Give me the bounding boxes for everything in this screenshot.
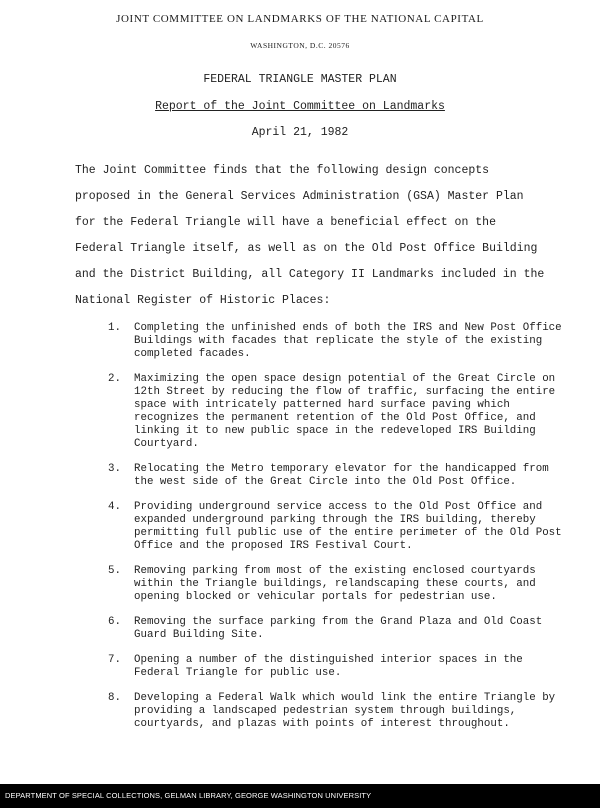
list-item-text: Providing underground service access to the Old Post Office and expanded underground parking through the IRS building, thereby permitting full public use of the entire perimeter of the Old Post Office and the proposed IRS Festival Court. bbox=[134, 501, 562, 552]
list-item-number: 1. bbox=[108, 322, 121, 334]
intro-paragraph: The Joint Committee finds that the following design concepts proposed in the General Services Administration (GSA) Master Plan for the Federal Triangle will have a beneficial effect on the Federal Triangle itself, as well as on the Old Post Office Building and the District Building, all Category II Landmarks included in the National Register of Historic Places: bbox=[75, 164, 545, 307]
list-item bbox=[108, 692, 568, 731]
document-subtitle: Report of the Joint Committee on Landmarks bbox=[155, 100, 445, 113]
list-item bbox=[108, 322, 568, 361]
letterhead-organization: JOINT COMMITTEE ON LANDMARKS OF THE NATIONAL CAPITAL bbox=[116, 13, 484, 25]
list-item-number: 3. bbox=[108, 463, 121, 475]
list-item-number: 2. bbox=[108, 373, 121, 385]
design-concepts-list bbox=[108, 322, 568, 731]
list-item-text: Developing a Federal Walk which would link the entire Triangle by providing a landscaped pedestrian system through buildings, courtyards, and plazas with points of interest throughout. bbox=[134, 692, 556, 730]
list-item-number: 6. bbox=[108, 616, 121, 628]
list-item-number: 7. bbox=[108, 654, 121, 666]
list-item-number: 4. bbox=[108, 501, 121, 513]
list-item-number: 8. bbox=[108, 692, 121, 704]
document-title: FEDERAL TRIANGLE MASTER PLAN bbox=[203, 73, 397, 86]
list-item bbox=[108, 463, 568, 489]
list-item-text: Opening a number of the distinguished interior spaces in the Federal Triangle for public use. bbox=[134, 654, 523, 679]
list-item-text: Maximizing the open space design potential of the Great Circle on 12th Street by reducing the flow of traffic, surfacing the entire space with intricately patterned hard surface paving which recognizes the permanent retention of the Old Post Office, and linking it to new public space in the redeveloped IRS Building Courtyard. bbox=[134, 373, 556, 450]
list-item-number: 5. bbox=[108, 565, 121, 577]
list-item bbox=[108, 373, 568, 451]
list-item bbox=[108, 565, 568, 604]
list-item bbox=[108, 616, 568, 642]
document-date: April 21, 1982 bbox=[251, 126, 349, 139]
archive-footer: DEPARTMENT OF SPECIAL COLLECTIONS, GELMAN LIBRARY, GEORGE WASHINGTON UNIVERSITY bbox=[0, 784, 600, 808]
list-item-text: Relocating the Metro temporary elevator for the handicapped from the west side of the Great Circle into the Old Post Office. bbox=[134, 463, 549, 488]
list-item bbox=[108, 501, 568, 553]
letterhead-address: WASHINGTON, D.C. 20576 bbox=[250, 41, 350, 50]
list-item-text: Removing the surface parking from the Grand Plaza and Old Coast Guard Building Site. bbox=[134, 616, 543, 641]
list-item bbox=[108, 654, 568, 680]
list-item-text: Removing parking from most of the existing enclosed courtyards within the Triangle buildings, relandscaping these courts, and opening blocked or vehicular portals for pedestrian use. bbox=[134, 565, 536, 603]
list-item-text: Completing the unfinished ends of both the IRS and New Post Office Buildings with facades that replicate the style of the existing completed facades. bbox=[134, 322, 562, 360]
